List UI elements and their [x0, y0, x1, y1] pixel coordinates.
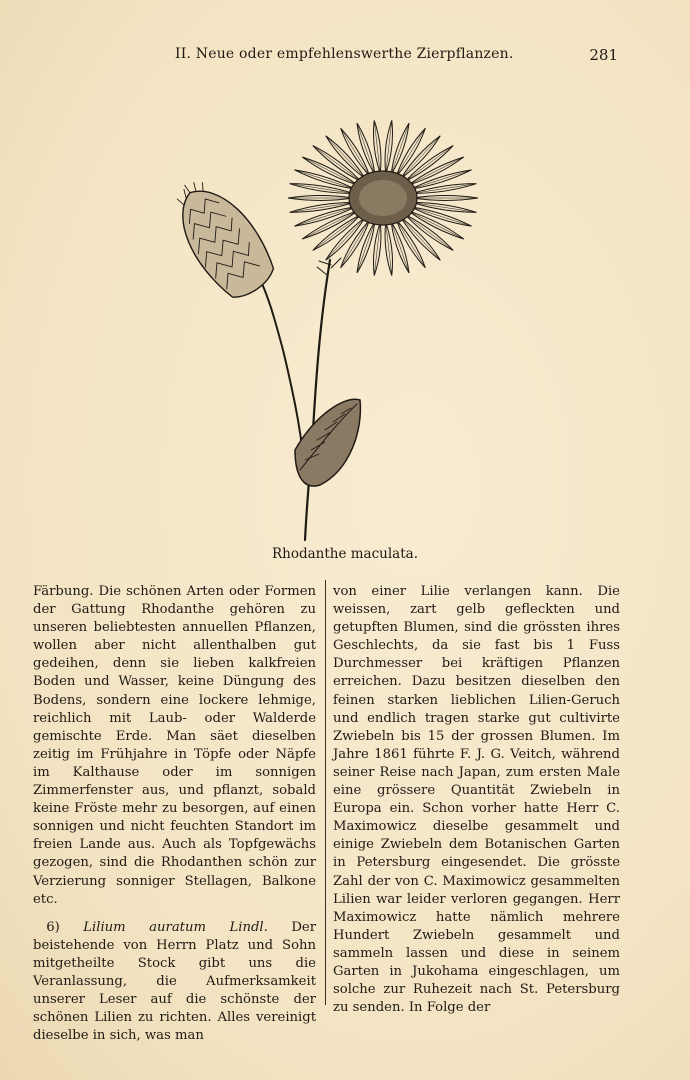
item-number: 6)	[46, 919, 60, 935]
paragraph: von einer Lilie verlangen kann. Die weissen, zart gelb gefleckten und getupften Blumen, sind die grössten ihres Geschlechts, da sie fast bis 1 Fuss Durchmesser bei kräftigen Pflanzen erreichen. Dazu besitzen dieselben den feinen starken lieblichen Lilien-Geruch und endlich tragen starke gut cultivirte Zwiebeln bis 15 der grossen Blumen. Im Jahre 1861 führte F. J. G. Veitch, während seiner Reise nach Japan, zum ersten Male eine grössere Quantität Zwiebeln in Europa ein. Schon vorher hatte Herr C. Maximowicz dieselbe gesammelt und einige Zwiebeln dem Botanischen Garten in Petersburg eingesendet. Die grösste Zahl der von C. Maximowicz gesammelten Lilien war leider verloren gegangen. Herr Maximowicz hatte nämlich mehrere Hundert Zwiebeln gesammelt und sammeln lassen und diese in seinem Garten in Jukohama eingeschlagen, um solche zur Ruhezeit nach St. Petersburg zu senden. In Folge der	[333, 584, 620, 1016]
running-head: II. Neue oder empfehlenswerthe Zierpflanzen.	[175, 46, 514, 62]
rhodanthe-illustration	[155, 100, 495, 545]
paragraph-text: Der beistehende von Herrn Platz und Sohn mitgetheilte Stock gibt uns die Veranlassung, die Aufmerksamkeit unserer Leser auf die schönste der schönen Lilien zu richten. Alles vereinigt dieselbe in sich, was man	[33, 919, 317, 1044]
page-number: 281	[589, 46, 618, 64]
paragraph	[33, 919, 316, 1046]
page-header	[0, 46, 690, 70]
paragraph: Färbung. Die schönen Arten oder Formen der Gattung Rhodanthe gehören zu unseren beliebtesten annuellen Pflanzen, wollen aber nicht allenthalben gut gedeihen, denn sie lieben kalkfreien Boden und Wasser, keine Düngung des Bodens, sondern eine lockere lehmige, reichlich mit Laub- oder Walderde gemischte Erde. Man säet dieselben zeitig im Frühjahre in Töpfe oder Näpfe im Kalthause oder im sonnigen Zimmerfenster aus, und pflanzt, sobald keine Fröste mehr zu besorgen, auf einen sonnigen und nicht feuchten Standort im freien Lande aus. Auch als Topfgewächs gezogen, sind die Rhodanthen schön zur Verzierung sonniger Stellagen, Balkone etc.	[33, 584, 316, 907]
species-name: Lilium auratum Lindl.	[83, 919, 268, 935]
figure-caption: Rhodanthe maculata.	[271, 546, 418, 562]
right-column	[333, 583, 620, 1017]
left-column	[33, 583, 316, 1045]
column-divider	[325, 580, 326, 1005]
